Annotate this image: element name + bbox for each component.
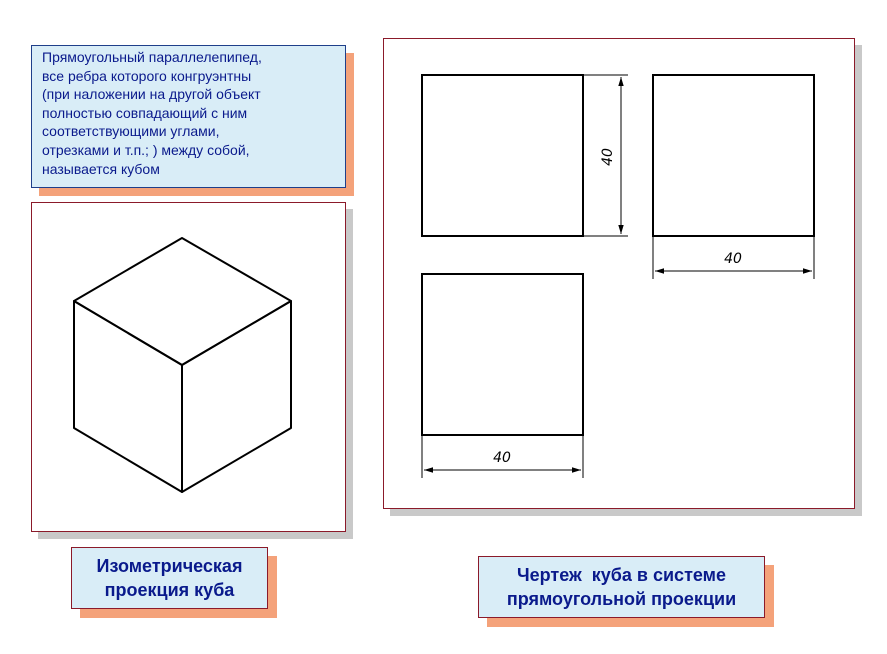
definition-line-3: (при наложении на другой объект [42,86,261,103]
front-view-square [422,75,583,236]
definition-line-7: называется кубом [42,160,160,177]
orthographic-drawing [384,39,856,510]
definition-line-1: Прямоугольный параллелепипед, [42,49,262,65]
orthographic-caption [478,556,765,618]
cube-left-face [74,301,182,492]
definition-line-5: соответствующими углами, [42,123,220,140]
cube-top-face [74,238,291,365]
isometric-caption-line-2: проекция куба [104,580,235,600]
cube-right-face [182,301,291,492]
top-view-square [422,274,583,435]
isometric-caption-line-1: Изометрическая [96,556,243,576]
definition-line-2: все ребра которого конгруэнтны [42,67,252,84]
definition-line-4: полностью совпадающий с ним [42,104,248,121]
isometric-cube-drawing [32,203,347,533]
orthographic-caption-line-2: прямоугольной проекции [506,589,737,609]
side-view-square [653,75,814,236]
orthographic-panel [383,38,855,509]
side-width-dimension-label: 40 [724,251,742,267]
isometric-caption [71,547,268,609]
isometric-panel [31,202,346,532]
orthographic-caption-line-1: Чертеж куба в системе [517,565,726,585]
top-width-dimension-label: 40 [493,450,511,466]
height-dimension-label: 40 [600,148,616,166]
definition-line-6: отрезками и т.п.; ) между собой, [42,141,250,158]
definition-box [31,45,346,188]
